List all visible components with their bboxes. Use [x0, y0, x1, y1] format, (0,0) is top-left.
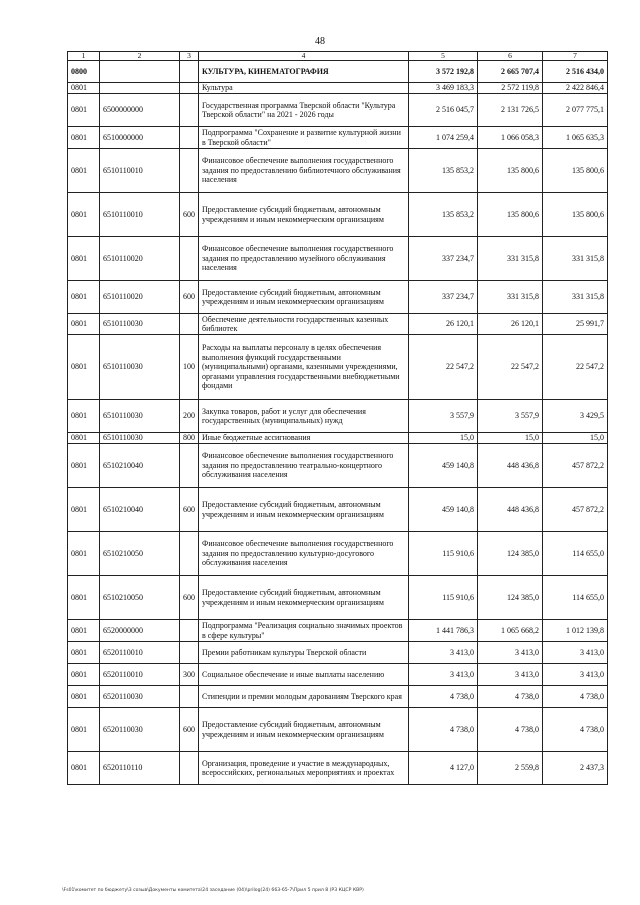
target-article-cell: 6510110030 [100, 433, 180, 444]
amount-2023-cell: 114 655,0 [543, 576, 608, 620]
target-article-cell: 6520110010 [100, 642, 180, 664]
table-row [68, 193, 608, 237]
table-row [68, 532, 608, 576]
item-name-cell: Предоставление субсидий бюджетным, автономным учреждениям и иным некоммерческим организациям [199, 488, 409, 532]
expense-type-cell: 100 [180, 335, 199, 400]
section-code-cell: 0801 [68, 127, 100, 149]
expense-type-cell [180, 752, 199, 785]
amount-2022-cell: 2 572 119,8 [478, 83, 543, 94]
amount-2021-cell: 459 140,8 [409, 444, 478, 488]
table-row [68, 576, 608, 620]
column-header: 4 [199, 52, 409, 61]
target-article-cell: 6520110030 [100, 708, 180, 752]
amount-2021-cell: 26 120,1 [409, 314, 478, 335]
section-code-cell: 0801 [68, 314, 100, 335]
column-header: 6 [478, 52, 543, 61]
section-code-cell: 0801 [68, 488, 100, 532]
amount-2023-cell: 3 413,0 [543, 664, 608, 686]
amount-2023-cell: 2 077 775,1 [543, 94, 608, 127]
target-article-cell: 6510000000 [100, 127, 180, 149]
table-row [68, 708, 608, 752]
section-code-cell: 0801 [68, 576, 100, 620]
amount-2021-cell: 337 234,7 [409, 281, 478, 314]
amount-2021-cell: 1 441 786,3 [409, 620, 478, 642]
amount-2021-cell: 15,0 [409, 433, 478, 444]
amount-2022-cell: 15,0 [478, 433, 543, 444]
item-name-cell: Предоставление субсидий бюджетным, автономным учреждениям и иным некоммерческим организациям [199, 708, 409, 752]
item-name-cell: Подпрограмма "Сохранение и развитие культурной жизни в Тверской области" [199, 127, 409, 149]
item-name-cell: Государственная программа Тверской области "Культура Тверской области" на 2021 - 2026 годы [199, 94, 409, 127]
expense-type-cell: 600 [180, 708, 199, 752]
column-number-header-row [68, 52, 608, 61]
expense-type-cell [180, 61, 199, 83]
target-article-cell: 6520110030 [100, 686, 180, 708]
amount-2023-cell: 3 429,5 [543, 400, 608, 433]
expense-type-cell [180, 83, 199, 94]
section-code-cell: 0801 [68, 193, 100, 237]
amount-2022-cell: 1 065 668,2 [478, 620, 543, 642]
amount-2023-cell: 1 065 635,3 [543, 127, 608, 149]
target-article-cell: 6510210050 [100, 576, 180, 620]
expense-type-cell: 800 [180, 433, 199, 444]
section-code-cell: 0801 [68, 335, 100, 400]
amount-2021-cell: 4 738,0 [409, 708, 478, 752]
amount-2021-cell: 2 516 045,7 [409, 94, 478, 127]
expense-type-cell [180, 642, 199, 664]
expense-type-cell [180, 127, 199, 149]
section-code-cell: 0801 [68, 532, 100, 576]
column-header: 5 [409, 52, 478, 61]
table-row [68, 664, 608, 686]
target-article-cell [100, 83, 180, 94]
section-code-cell: 0801 [68, 433, 100, 444]
item-name-cell: Иные бюджетные ассигнования [199, 433, 409, 444]
item-name-cell: Стипендии и премии молодым дарованиям Тверского края [199, 686, 409, 708]
target-article-cell: 6520110010 [100, 664, 180, 686]
table-row [68, 149, 608, 193]
expense-type-cell: 200 [180, 400, 199, 433]
amount-2022-cell: 3 413,0 [478, 664, 543, 686]
table-row [68, 281, 608, 314]
table-row [68, 335, 608, 400]
amount-2022-cell: 2 131 726,5 [478, 94, 543, 127]
item-name-cell: Социальное обеспечение и иные выплаты населению [199, 664, 409, 686]
item-name-cell: Финансовое обеспечение выполнения государственного задания по предоставлению библиотечного обслуживания населения [199, 149, 409, 193]
section-code-cell: 0801 [68, 444, 100, 488]
amount-2021-cell: 115 910,6 [409, 532, 478, 576]
table-row [68, 642, 608, 664]
amount-2022-cell: 331 315,8 [478, 281, 543, 314]
expense-type-cell: 300 [180, 664, 199, 686]
amount-2023-cell: 4 738,0 [543, 686, 608, 708]
section-code-cell: 0800 [68, 61, 100, 83]
amount-2023-cell: 457 872,2 [543, 444, 608, 488]
item-name-cell: Обеспечение деятельности государственных казенных библиотек [199, 314, 409, 335]
expense-type-cell [180, 620, 199, 642]
amount-2022-cell: 22 547,2 [478, 335, 543, 400]
table-row [68, 400, 608, 433]
amount-2023-cell: 114 655,0 [543, 532, 608, 576]
item-name-cell: Предоставление субсидий бюджетным, автономным учреждениям и иным некоммерческим организациям [199, 576, 409, 620]
section-code-cell: 0801 [68, 83, 100, 94]
amount-2022-cell: 124 385,0 [478, 532, 543, 576]
amount-2021-cell: 3 413,0 [409, 642, 478, 664]
target-article-cell: 6510110030 [100, 400, 180, 433]
section-code-cell: 0801 [68, 281, 100, 314]
file-path-footer: \Fs01\комитет по бюджету\3 созыв\Документы комитета\24 заседание (04)\prilog(24) 663-65-7\Прил 5 прил 8 (Р3 КЦСР КВР) [62, 888, 364, 893]
expense-type-cell [180, 444, 199, 488]
amount-2022-cell: 3 413,0 [478, 642, 543, 664]
expense-type-cell: 600 [180, 281, 199, 314]
amount-2021-cell: 4 127,0 [409, 752, 478, 785]
target-article-cell: 6510110010 [100, 193, 180, 237]
amount-2023-cell: 135 800,6 [543, 149, 608, 193]
section-code-cell: 0801 [68, 686, 100, 708]
amount-2022-cell: 448 436,8 [478, 444, 543, 488]
column-header: 1 [68, 52, 100, 61]
amount-2022-cell: 26 120,1 [478, 314, 543, 335]
table-row [68, 444, 608, 488]
section-code-cell: 0801 [68, 149, 100, 193]
table-row [68, 127, 608, 149]
section-code-cell: 0801 [68, 94, 100, 127]
target-article-cell: 6510210040 [100, 488, 180, 532]
amount-2021-cell: 115 910,6 [409, 576, 478, 620]
amount-2022-cell: 331 315,8 [478, 237, 543, 281]
budget-table [67, 51, 608, 785]
expense-type-cell [180, 686, 199, 708]
amount-2023-cell: 331 315,8 [543, 237, 608, 281]
amount-2023-cell: 22 547,2 [543, 335, 608, 400]
expense-type-cell [180, 532, 199, 576]
target-article-cell: 6510210040 [100, 444, 180, 488]
table-row [68, 314, 608, 335]
amount-2023-cell: 4 738,0 [543, 708, 608, 752]
table-row [68, 752, 608, 785]
amount-2022-cell: 4 738,0 [478, 708, 543, 752]
amount-2023-cell: 1 012 139,8 [543, 620, 608, 642]
target-article-cell [100, 61, 180, 83]
page-number: 48 [315, 36, 325, 47]
item-name-cell: Подпрограмма "Реализация социально значимых проектов в сфере культуры" [199, 620, 409, 642]
amount-2022-cell: 124 385,0 [478, 576, 543, 620]
amount-2023-cell: 135 800,6 [543, 193, 608, 237]
amount-2021-cell: 4 738,0 [409, 686, 478, 708]
table-row [68, 620, 608, 642]
amount-2022-cell: 3 557,9 [478, 400, 543, 433]
amount-2023-cell: 15,0 [543, 433, 608, 444]
section-code-cell: 0801 [68, 664, 100, 686]
target-article-cell: 6520000000 [100, 620, 180, 642]
target-article-cell: 6510110030 [100, 314, 180, 335]
item-name-cell: Финансовое обеспечение выполнения государственного задания по предоставлению музейного обслуживания населения [199, 237, 409, 281]
table-row [68, 237, 608, 281]
amount-2022-cell: 135 800,6 [478, 149, 543, 193]
expense-type-cell: 600 [180, 576, 199, 620]
target-article-cell: 6500000000 [100, 94, 180, 127]
expense-type-cell [180, 149, 199, 193]
amount-2023-cell: 25 991,7 [543, 314, 608, 335]
section-code-cell: 0801 [68, 708, 100, 752]
item-name-cell: Финансовое обеспечение выполнения государственного задания по предоставлению театрально-концертного обслуживания населения [199, 444, 409, 488]
amount-2021-cell: 337 234,7 [409, 237, 478, 281]
amount-2021-cell: 3 413,0 [409, 664, 478, 686]
target-article-cell: 6510110020 [100, 281, 180, 314]
item-name-cell: Предоставление субсидий бюджетным, автономным учреждениям и иным некоммерческим организациям [199, 193, 409, 237]
target-article-cell: 6510110020 [100, 237, 180, 281]
expense-type-cell: 600 [180, 488, 199, 532]
target-article-cell: 6510110010 [100, 149, 180, 193]
column-header: 3 [180, 52, 199, 61]
table-row [68, 433, 608, 444]
amount-2022-cell: 135 800,6 [478, 193, 543, 237]
item-name-cell: КУЛЬТУРА, КИНЕМАТОГРАФИЯ [199, 61, 409, 83]
amount-2021-cell: 135 853,2 [409, 193, 478, 237]
amount-2023-cell: 2 437,3 [543, 752, 608, 785]
target-article-cell: 6520110110 [100, 752, 180, 785]
amount-2021-cell: 3 469 183,3 [409, 83, 478, 94]
item-name-cell: Премии работникам культуры Тверской области [199, 642, 409, 664]
item-name-cell: Закупка товаров, работ и услуг для обеспечения государственных (муниципальных) нужд [199, 400, 409, 433]
table-row [68, 94, 608, 127]
amount-2022-cell: 2 559,8 [478, 752, 543, 785]
amount-2021-cell: 3 572 192,8 [409, 61, 478, 83]
column-header: 7 [543, 52, 608, 61]
amount-2021-cell: 459 140,8 [409, 488, 478, 532]
table-row [68, 83, 608, 94]
section-code-cell: 0801 [68, 237, 100, 281]
amount-2021-cell: 1 074 259,4 [409, 127, 478, 149]
item-name-cell: Организация, проведение и участие в международных, всероссийских, региональных мероприятиях и проектах [199, 752, 409, 785]
amount-2023-cell: 2 422 846,4 [543, 83, 608, 94]
amount-2022-cell: 448 436,8 [478, 488, 543, 532]
amount-2022-cell: 4 738,0 [478, 686, 543, 708]
amount-2021-cell: 22 547,2 [409, 335, 478, 400]
item-name-cell: Расходы на выплаты персоналу в целях обеспечения выполнения функций государственными (муниципальными) органами, казенными учреждениями, органами управления государственными внебюджетными фондами [199, 335, 409, 400]
item-name-cell: Предоставление субсидий бюджетным, автономным учреждениям и иным некоммерческим организациям [199, 281, 409, 314]
expense-type-cell [180, 94, 199, 127]
amount-2021-cell: 135 853,2 [409, 149, 478, 193]
target-article-cell: 6510110030 [100, 335, 180, 400]
table-row [68, 686, 608, 708]
amount-2023-cell: 457 872,2 [543, 488, 608, 532]
amount-2022-cell: 1 066 058,3 [478, 127, 543, 149]
expense-type-cell [180, 314, 199, 335]
section-code-cell: 0801 [68, 400, 100, 433]
amount-2022-cell: 2 665 707,4 [478, 61, 543, 83]
column-header: 2 [100, 52, 180, 61]
table-row [68, 61, 608, 83]
amount-2023-cell: 331 315,8 [543, 281, 608, 314]
expense-type-cell [180, 237, 199, 281]
expense-type-cell: 600 [180, 193, 199, 237]
target-article-cell: 6510210050 [100, 532, 180, 576]
section-code-cell: 0801 [68, 752, 100, 785]
section-code-cell: 0801 [68, 620, 100, 642]
table-row [68, 488, 608, 532]
amount-2023-cell: 2 516 434,0 [543, 61, 608, 83]
amount-2021-cell: 3 557,9 [409, 400, 478, 433]
item-name-cell: Культура [199, 83, 409, 94]
amount-2023-cell: 3 413,0 [543, 642, 608, 664]
item-name-cell: Финансовое обеспечение выполнения государственного задания по предоставлению культурно-досугового обслуживания населения [199, 532, 409, 576]
section-code-cell: 0801 [68, 642, 100, 664]
